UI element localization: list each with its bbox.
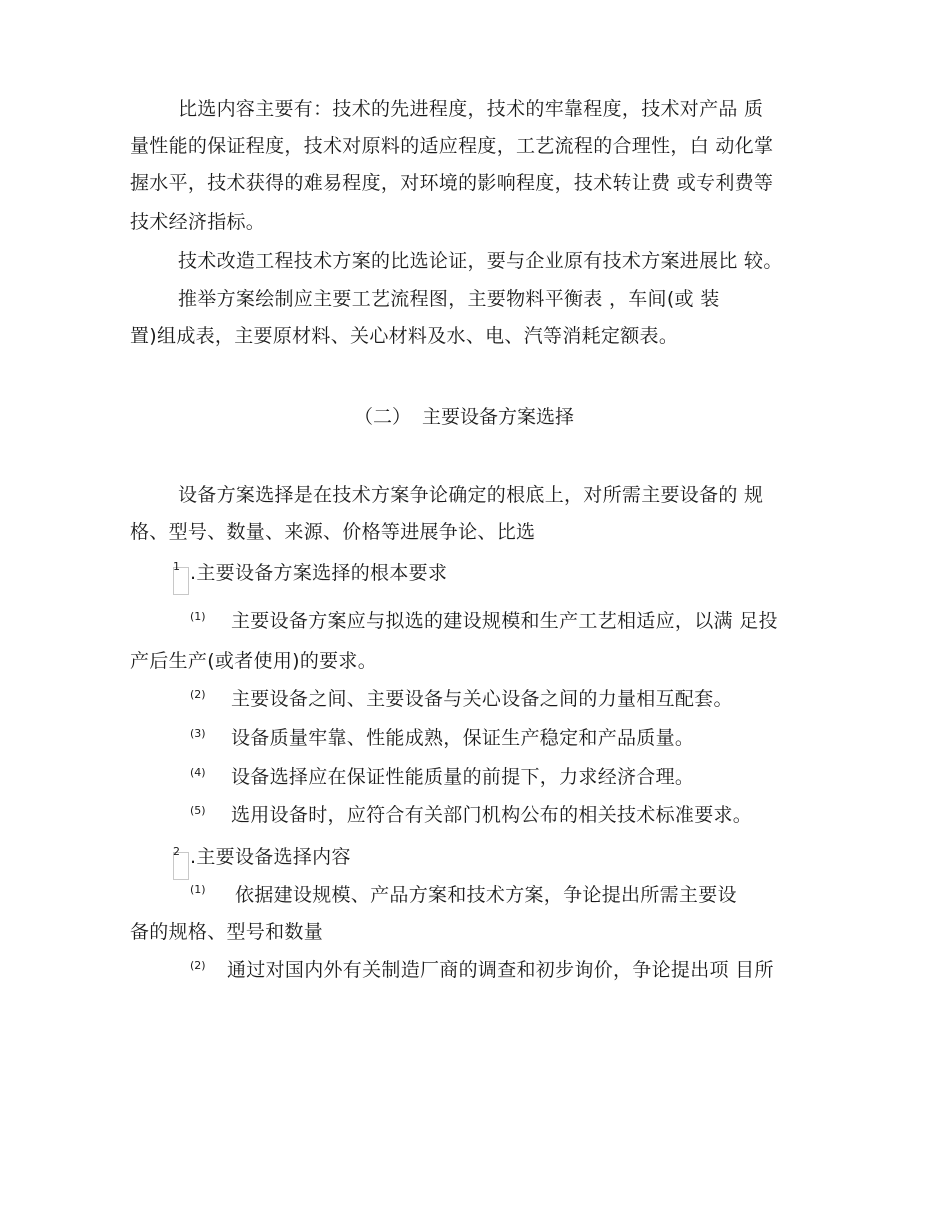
item-1-2-number: (2): [190, 688, 206, 701]
paragraph-3-line-1: 推举方案绘制应主要工艺流程图，主要物料平衡表 ，车间(或 装: [178, 288, 720, 310]
item-2-1-line-2: 备的规格、型号和数量: [130, 921, 324, 943]
paragraph-1-line-4: 技术经济指标。: [130, 211, 266, 233]
intro-line-2: 格、型号、数量、来源、价格等进展争论、比选: [130, 521, 536, 543]
paragraph-2: 技术改造工程技术方案的比选论证，要与企业原有技术方案进展比 较。: [178, 250, 783, 272]
subsection-2-title: .主要设备选择内容: [190, 846, 351, 868]
item-2-2-line: 通过对国内外有关制造厂商的调查和初步询价，争论提出项 目所: [227, 959, 774, 981]
subsection-1-number: 1: [173, 560, 180, 573]
subsection-2-number: 2: [173, 845, 180, 858]
item-1-3-number: (3): [190, 727, 206, 740]
section-title: 主要设备方案选择: [422, 406, 575, 428]
item-1-5-line: 选用设备时，应符合有关部门机构公布的相关技术标准要求。: [231, 804, 753, 826]
item-1-1-line-1: 主要设备方案应与拟选的建设规模和生产工艺相适应，以满 足投: [231, 610, 778, 632]
paragraph-1-line-3: 握水平，技术获得的难易程度，对环境的影响程度，技术转让费 或专利费等: [130, 172, 774, 194]
item-1-2-line: 主要设备之间、主要设备与关心设备之间的力量相互配套。: [231, 688, 733, 710]
intro-line-1: 设备方案选择是在技术方案争论确定的根底上，对所需主要设备的 规: [178, 484, 764, 506]
item-1-3-line: 设备质量牢靠、性能成熟，保证生产稳定和产品质量。: [231, 727, 695, 749]
item-2-2-number: (2): [190, 959, 206, 972]
paragraph-1-line-2: 量性能的保证程度，技术对原料的适应程度，工艺流程的合理性，白 动化掌: [130, 135, 774, 157]
item-2-1-number: (1): [190, 883, 206, 896]
paragraph-1-line-1: 比选内容主要有：技术的先进程度，技术的牢靠程度，技术对产品 质: [178, 98, 764, 120]
item-1-5-number: (5): [190, 804, 206, 817]
item-1-4-line: 设备选择应在保证性能质量的前提下，力求经济合理。: [231, 766, 695, 788]
item-1-4-number: (4): [190, 766, 206, 779]
paragraph-3-line-2: 置)组成表，主要原材料、关心材料及水、电、汽等消耗定额表。: [130, 325, 679, 347]
item-1-1-line-2: 产后生产(或者使用)的要求。: [130, 650, 378, 672]
item-1-1-number: (1): [190, 610, 206, 623]
item-2-1-line-1: 依据建设规模、产品方案和技术方案，争论提出所需主要设: [235, 884, 737, 906]
subsection-1-title: .主要设备方案选择的根本要求: [190, 562, 448, 584]
section-number: （二）: [354, 406, 412, 428]
